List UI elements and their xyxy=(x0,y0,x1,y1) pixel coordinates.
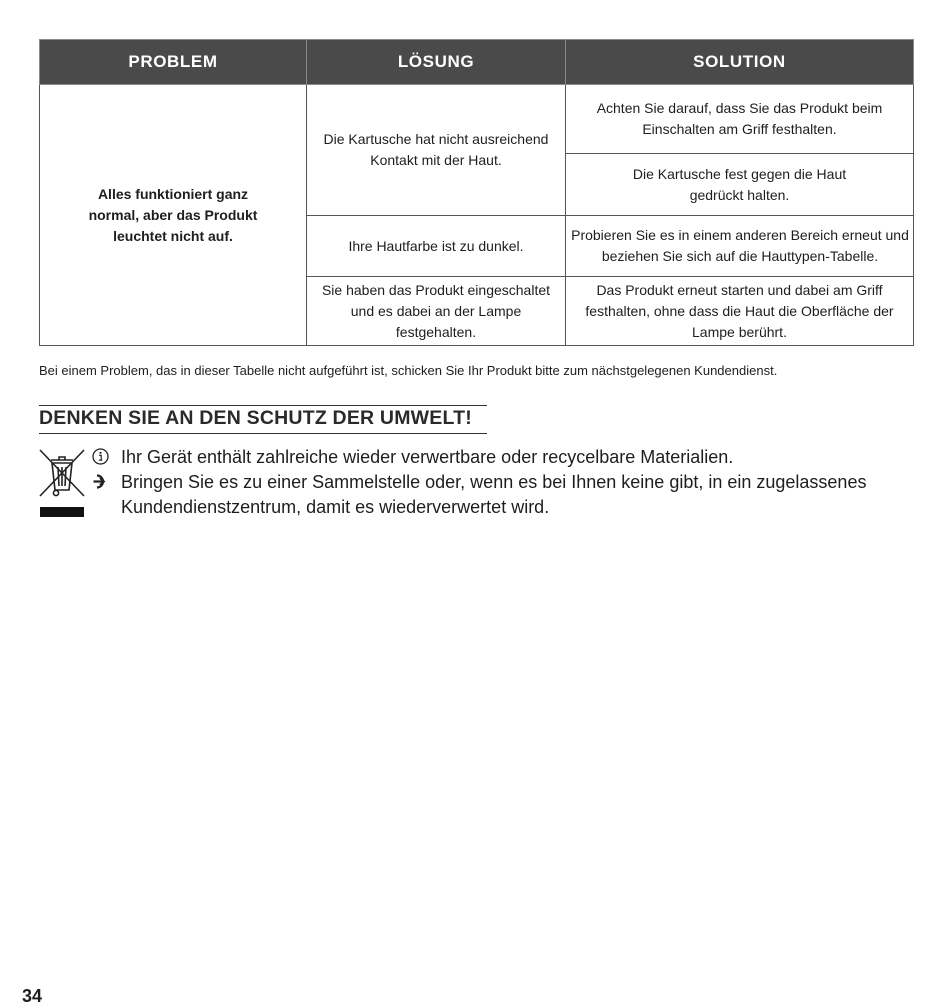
list-item xyxy=(92,445,922,470)
list-item-text: Bringen Sie es zu einer Sammelstelle oder, wenn es bei Ihnen keine gibt, in ein zugelassenes Kundendienstzentrum, damit es wiederverwertet wird. xyxy=(121,472,867,517)
environment-list xyxy=(92,445,922,520)
header-loesung: LÖSUNG xyxy=(307,40,566,85)
header-solution: SOLUTION xyxy=(566,40,914,85)
table-header-row xyxy=(40,40,914,85)
solution-cell: Probieren Sie es in einem anderen Bereich erneut und beziehen Sie sich auf die Hauttypen-Tabelle. xyxy=(566,216,914,277)
list-item xyxy=(92,470,922,520)
list-item-text: Ihr Gerät enthält zahlreiche wieder verwertbare oder recycelbare Materialien. xyxy=(121,447,734,467)
crossed-bin-icon xyxy=(38,446,86,518)
section-title: DENKEN SIE AN DEN SCHUTZ DER UMWELT! xyxy=(39,405,487,434)
solution-cell: Achten Sie darauf, dass Sie das Produkt beim Einschalten am Griff festhalten. xyxy=(566,85,914,154)
cause-cell: Sie haben das Produkt eingeschaltet und es dabei an der Lampe festgehalten. xyxy=(307,277,566,346)
cause-cell: Ihre Hautfarbe ist zu dunkel. xyxy=(307,216,566,277)
solution-cell: Die Kartusche fest gegen die Haut gedrückt halten. xyxy=(566,154,914,216)
problem-cell: Alles funktioniert ganz normal, aber das Produkt leuchtet nicht auf. xyxy=(40,85,307,346)
arrow-icon xyxy=(92,473,109,490)
info-icon xyxy=(92,448,109,465)
header-problem: PROBLEM xyxy=(40,40,307,85)
troubleshooting-table xyxy=(39,39,914,346)
table-row xyxy=(40,85,914,154)
table-footnote: Bei einem Problem, das in dieser Tabelle nicht aufgeführt ist, schicken Sie Ihr Produkt bitte zum nächstgelegenen Kundendienst. xyxy=(39,363,778,378)
page-number: 34 xyxy=(22,986,43,1006)
solution-cell: Das Produkt erneut starten und dabei am Griff festhalten, ohne dass die Haut die Oberfläche der Lampe berührt. xyxy=(566,277,914,346)
cause-cell: Die Kartusche hat nicht ausreichend Kontakt mit der Haut. xyxy=(307,85,566,216)
